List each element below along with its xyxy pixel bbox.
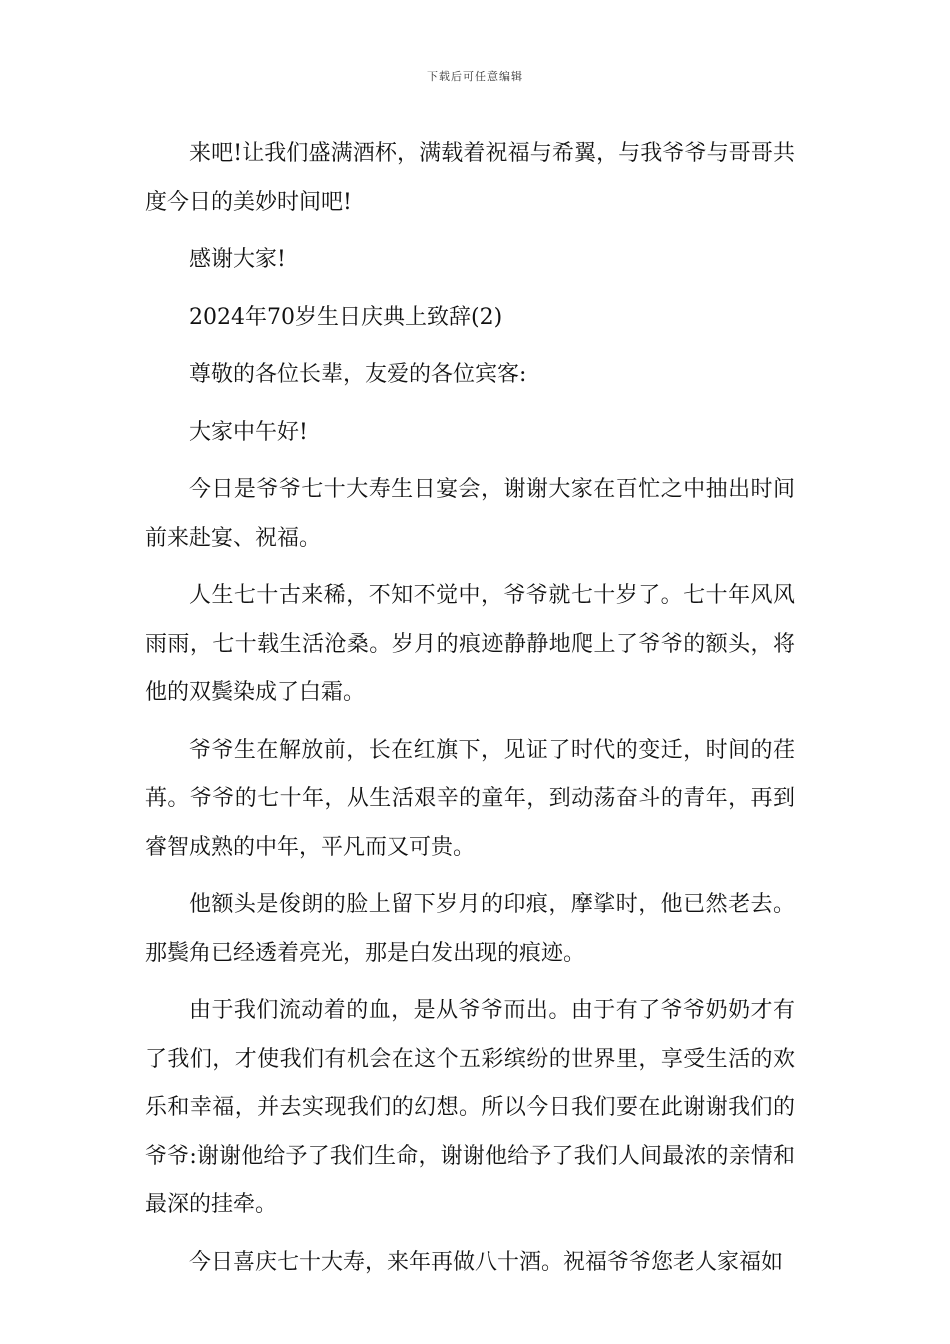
paragraph-salutation: 尊敬的各位长辈，友爱的各位宾客:: [189, 362, 527, 387]
paragraph-history: 爷爷生在解放前，长在红旗下，见证了时代的变迁，时间的荏苒。爷爷的七十年，从生活艰辛的童年，到动荡奋斗的青年，再到睿智成熟的中年，平凡而又可贵。: [145, 737, 795, 860]
page-header-note: 下载后可任意编辑: [427, 70, 523, 83]
document-body: [145, 130, 795, 1296]
paragraph-thanks: 感谢大家!: [189, 247, 286, 272]
paragraph-toast: 来吧!让我们盛满酒杯，满载着祝福与希翼，与我爷爷与哥哥共度今日的美妙时间吧!: [145, 141, 795, 215]
paragraph-aging: 他额头是俊朗的脸上留下岁月的印痕，摩挲时，他已然老去。那鬓角已经透着亮光，那是白发出现的痕迹。: [145, 892, 795, 966]
paragraph-gratitude: 由于我们流动着的血，是从爷爷而出。由于有了爷爷奶奶才有了我们，才使我们有机会在这个五彩缤纷的世界里，享受生活的欢乐和幸福，并去实现我们的幻想。所以今日我们要在此谢谢我们的爷爷:谢谢他给予了我们生命，谢谢他给予了我们人间最浓的亲情和最深的挂牵。: [145, 998, 795, 1217]
section-title: 2024年70岁生日庆典上致辞(2): [189, 304, 503, 330]
paragraph-greeting: 大家中午好!: [189, 419, 308, 445]
paragraph-seventy-years: 人生七十古来稀，不知不觉中，爷爷就七十岁了。七十年风风雨雨，七十载生活沧桑。岁月的痕迹静静地爬上了爷爷的额头，将他的双鬓染成了白霜。: [145, 583, 795, 705]
paragraph-blessing: 今日喜庆七十大寿，来年再做八十酒。祝福爷爷您老人家福如: [189, 1249, 784, 1275]
paragraph-intro: 今日是爷爷七十大寿生日宴会，谢谢大家在百忙之中抽出时间前来赴宴、祝福。: [145, 477, 795, 551]
